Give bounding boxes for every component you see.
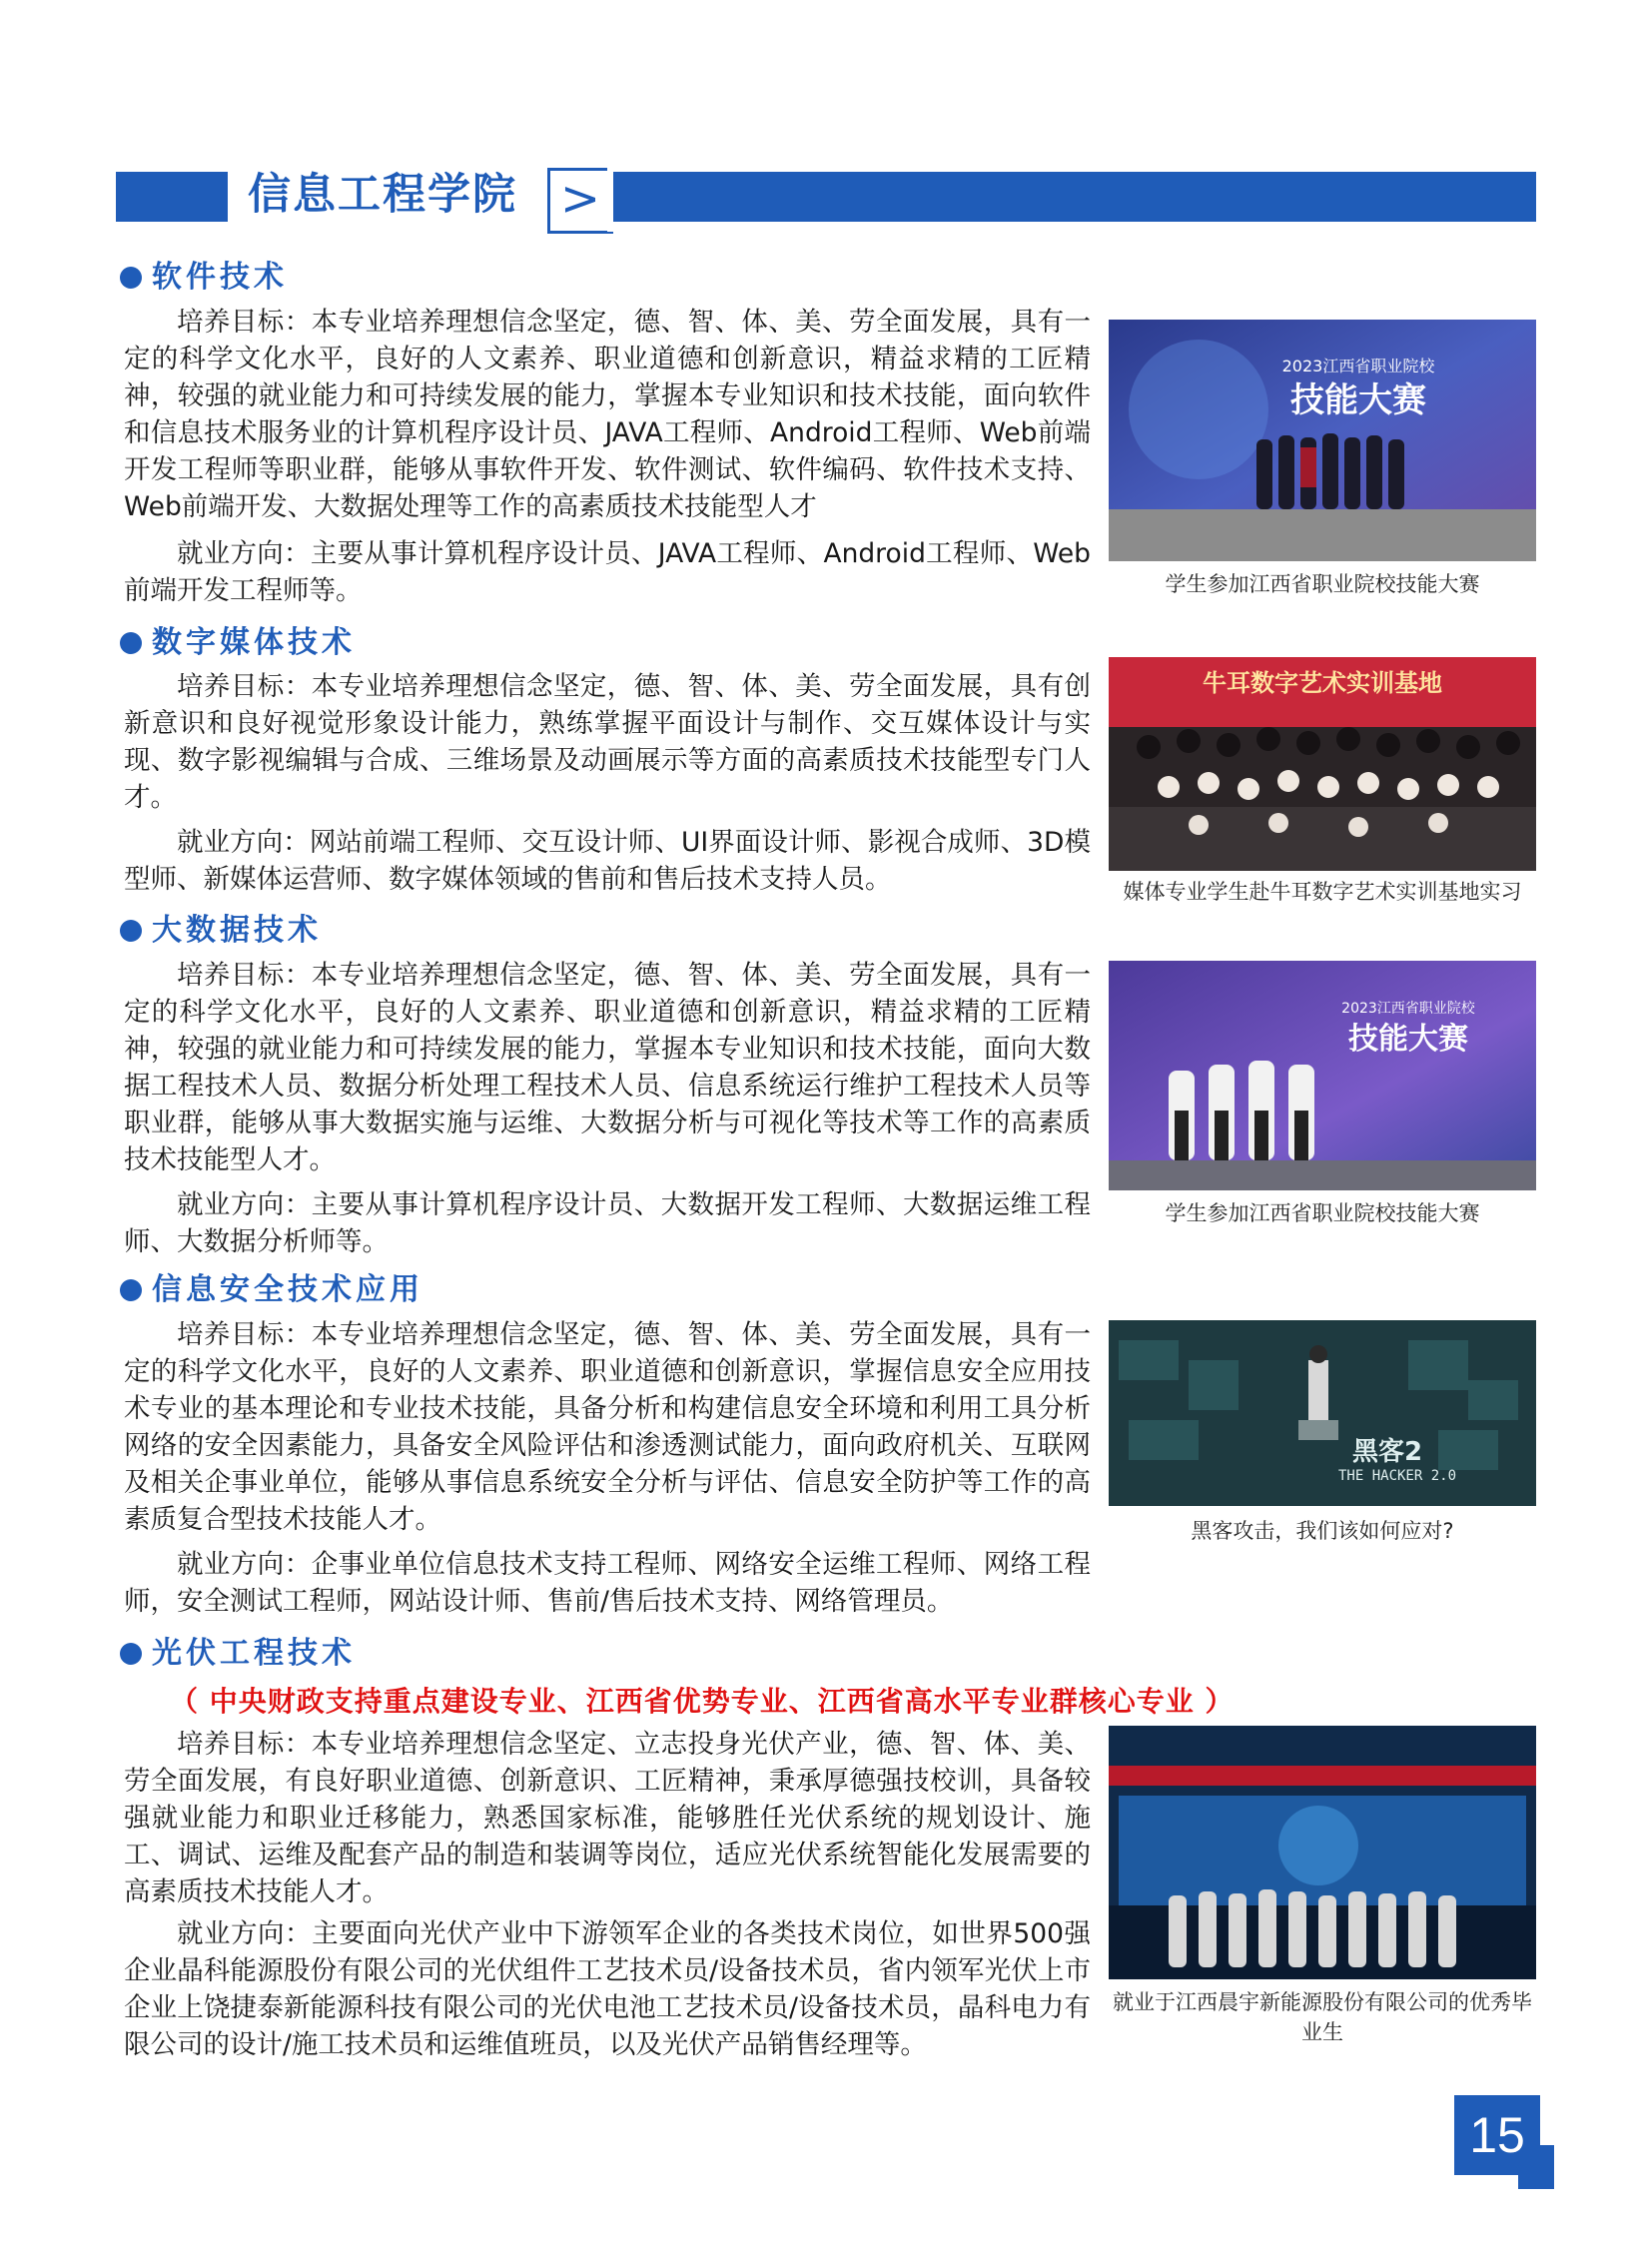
header-gap: [607, 160, 613, 232]
photo-caption-software: 学生参加江西省职业院校技能大赛: [1165, 572, 1480, 596]
photo-graduates: [1109, 1726, 1536, 1979]
svg-text:THE HACKER 2.0: THE HACKER 2.0: [1338, 1468, 1457, 1484]
svg-text:技能大赛: 技能大赛: [1290, 380, 1426, 420]
page-title: 信息工程学院: [248, 170, 517, 220]
section-career-digital-media: 就业方向：网站前端工程师、交互设计师、UI界面设计师、影视合成师、3D模型师、新媒体运营师、数字媒体领域的售前和售后技术支持人员。: [124, 827, 1091, 895]
section-goal-software: 培养目标：本专业培养理想信念坚定，德、智、体、美、劳全面发展，具有一定的科学文化水平，良好的人文素养、职业道德和创新意识，精益求精的工匠精神，较强的就业能力和可持续发展的能力，掌握本专业知识和技术技能，面向软件和信息技术服务业的计算机程序设计员、JAVA工程师、Android工程师、Web前端开发工程师等职业群，能够从事软件开发、软件测试、软件编码、软件技术支持、Web前端开发、大数据处理等工作的高素质技术技能型人才: [124, 307, 1091, 522]
section-goal-photovoltaic: 培养目标：本专业培养理想信念坚定、立志投身光伏产业，德、智、体、美、劳全面发展，有良好职业道德、创新意识、工匠精神，秉承厚德强技校训，具备较强就业能力和职业迁移能力，熟悉国家标准，能够胜任光伏系统的规划设计、施工、调试、运维及配套产品的制造和装调等岗位，适应光伏系统智能化发展需要的高素质技术技能人才。: [124, 1729, 1091, 1907]
section-goal-digital-media: 培养目标：本专业培养理想信念坚定，德、智、体、美、劳全面发展，具有创新意识和良好视觉形象设计能力，熟练掌握平面设计与制作、交互媒体设计与实现、数字影视编辑与合成、三维场景及动画展示等方面的高素质技术技能型专门人才。: [124, 671, 1091, 813]
section-title-big-data: 大数据技术: [120, 911, 322, 951]
section-goal-big-data: 培养目标：本专业培养理想信念坚定，德、智、体、美、劳全面发展，具有一定的科学文化水平，良好的人文素养、职业道德和创新意识，精益求精的工匠精神，较强的就业能力和可持续发展的能力，掌握本专业知识和技术技能，面向大数据工程技术人员、数据分析处理工程技术人员、信息系统运行维护工程技术人员等职业群，能够从事大数据实施与运维、大数据分析与可视化等技术等工作的高素质技术技能型人才。: [124, 960, 1091, 1175]
section-career-big-data: 就业方向：主要从事计算机程序设计员、大数据开发工程师、大数据运维工程师、大数据分析师等。: [124, 1189, 1091, 1257]
svg-text:2023江西省职业院校: 2023江西省职业院校: [1341, 1001, 1475, 1017]
photo-caption-digital-media: 媒体专业学生赴牛耳数字艺术实训基地实习: [1123, 880, 1522, 904]
bullet-icon: [120, 267, 142, 289]
bullet-icon: [120, 1643, 142, 1665]
photo-caption-info-security: 黑客攻击，我们该如何应对?: [1191, 1519, 1454, 1543]
chevron-right-icon: >: [547, 168, 613, 234]
photo-skills-contest-2: [1109, 961, 1536, 1190]
photo-hacker: [1109, 1320, 1536, 1506]
bullet-icon: [120, 1279, 142, 1301]
photo-caption-photovoltaic: 就业于江西晨宇新能源股份有限公司的优秀毕业生: [1113, 1990, 1532, 2044]
svg-text:2023江西省职业院校: 2023江西省职业院校: [1281, 357, 1435, 375]
section-title-photovoltaic: 光伏工程技术: [120, 1634, 356, 1674]
section-career-info-security: 就业方向：企事业单位信息技术支持工程师、网络安全运维工程师、网络工程师，安全测试工程师，网站设计师、售前/售后技术支持、网络管理员。: [124, 1549, 1091, 1617]
section-title-info-security: 信息安全技术应用: [120, 1270, 423, 1310]
photo-skills-contest-1: [1109, 320, 1536, 561]
photo-caption-big-data: 学生参加江西省职业院校技能大赛: [1165, 1201, 1480, 1225]
photo-digital-art-base: [1109, 657, 1536, 871]
section-goal-info-security: 培养目标：本专业培养理想信念坚定，德、智、体、美、劳全面发展，具有一定的科学文化水平，良好的人文素养、职业道德和创新意识，掌握信息安全应用技术专业的基本理论和专业技术技能，具备分析和构建信息安全环境和利用工具分析网络的安全因素能力，具备安全风险评估和渗透测试能力，面向政府机关、互联网及相关企事业单位，能够从事信息系统安全分析与评估、信息安全防护等工作的高素质复合型技术技能人才。: [124, 1319, 1091, 1535]
svg-text:技能大赛: 技能大赛: [1348, 1022, 1468, 1057]
page-number: 15: [1469, 2107, 1525, 2163]
svg-text:黑客2: 黑客2: [1352, 1437, 1423, 1467]
bullet-icon: [120, 632, 142, 654]
section-title-digital-media: 数字媒体技术: [120, 623, 356, 663]
section-career-software: 就业方向：主要从事计算机程序设计员、JAVA工程师、Android工程师、Web前端开发工程师等。: [124, 538, 1091, 606]
svg-text:牛耳数字艺术实训基地: 牛耳数字艺术实训基地: [1203, 669, 1442, 697]
section-highlight-photovoltaic: （ 中央财政支持重点建设专业、江西省优势专业、江西省高水平专业群核心专业 ）: [170, 1685, 1235, 1718]
bullet-icon: [120, 920, 142, 942]
section-title-software: 软件技术: [120, 258, 288, 298]
section-career-photovoltaic: 就业方向：主要面向光伏产业中下游领军企业的各类技术岗位，如世界500强企业晶科能源股份有限公司的光伏组件工艺技术员/设备技术员，省内领军光伏上市企业上饶捷泰新能源科技有限公司的光伏电池工艺技术员/设备技术员，晶科电力有限公司的设计/施工技术员和运维值班员，以及光伏产品销售经理等。: [124, 1918, 1091, 2060]
page-number-box: [1454, 2095, 1540, 2175]
